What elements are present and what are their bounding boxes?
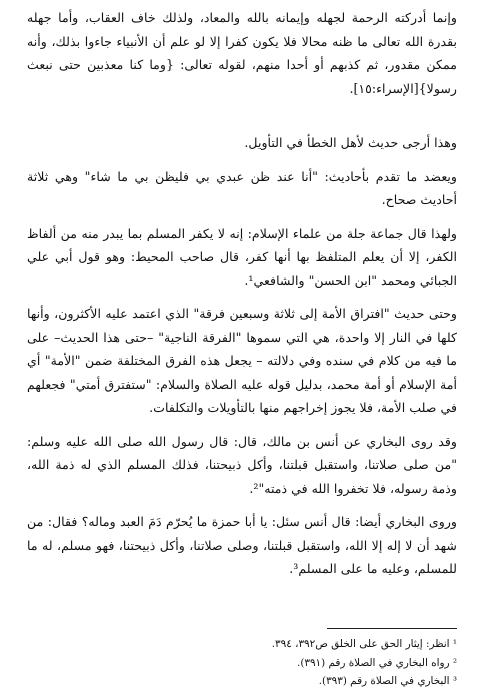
paragraph-5: وحتى حديث "افتراق الأمة إلى ثلاثة وسبعين فرقة" الذي اعتمد عليه الأكثرون، وأنها كلها في النار إلا واحدة، هي التي سموها "الفرقة الناجية" –حتى هذا الحديث– على ما فيه من كلام في سنده وفي دلالته – يجعل هذه الفرق المختلفة ضمن "الأمة" أي أمة الإسلام أو أمة محمد، بدليل قوله عليه الصلاة والسلام: "ستفترق أمتي" فجعلهم في صلب الأمة، فلا يجوز إخراجهم منها بالتأويلات والتكلفات. bbox=[27, 306, 457, 415]
footnote-2: ² رواه البخاري في الصلاة رقم (٣٩١). bbox=[297, 656, 457, 669]
paragraph-2: وهذا أرجى حديث لأهل الخطأ في التأويل. bbox=[244, 135, 457, 150]
footnotes bbox=[27, 628, 457, 691]
footnote-3: ³ البخاري في الصلاة رقم (٣٩٣). bbox=[318, 675, 457, 687]
paragraph-6: وقد روى البخاري عن أنس بن مالك، قال: قال رسول الله صلى الله عليه وسلم: "من صلى صلاتنا، واستقبل قبلتنا، وأكل ذبيحتنا، فذلك المسلم الذي له ذمة الله، وذمة رسوله، فلا تخفروا الله في ذمته"². bbox=[27, 433, 457, 496]
document-page bbox=[27, 6, 457, 696]
paragraph-1: وإنما أدركته الرحمة لجهله وإيمانه بالله والمعاد، ولذلك خاف العقاب، وأما جهله بقدرة الله تعالى ما ظنه محالا فلا يكون كفرا إلا لو علم أن الأنبياء جاءوا بذلك، وأنه ممكن مقدور، ثم كذبهم أو أحدا منهم، لقوله تعالى: {وما كنا معذبين حتى نبعث رسولا}[الإسراء:١٥]. bbox=[27, 10, 457, 96]
paragraph-7: وروى البخاري أيضا: قال أنس سئل: يا أبا حمزة ما يُحرّم دَمَ العبد وماله؟ فقال: من شهد أن لا إله إلا الله، واستقبل قبلتنا، وصلى صلاتنا، وأكل ذبيحتنا، فهو مسلم، له ما للمسلم، وعليه ما على المسلم³. bbox=[27, 514, 457, 576]
footnote-1: ¹ انظر: إيثار الحق على الخلق ص٣٩٢، ٣٩٤. bbox=[271, 638, 457, 650]
footnote-divider bbox=[327, 628, 457, 629]
paragraph-4: ولهذا قال جماعة جلة من علماء الإسلام: إنه لا يكفر المسلم بما يبدر منه من ألفاظ الكفر، إلا أن يعلم المتلفظ بها أنها كفر، قال صاحب المحيط: وهو قول أبي علي الجبائي ومحمد "ابن الحسن" والشافعي¹. bbox=[27, 225, 457, 288]
paragraph-3: ويعضد ما تقدم بأحاديث: "أنا عند ظن عبدي بي فليظن بي ما شاء" وهي ثلاثة أحاديث صحاح. bbox=[27, 168, 457, 207]
